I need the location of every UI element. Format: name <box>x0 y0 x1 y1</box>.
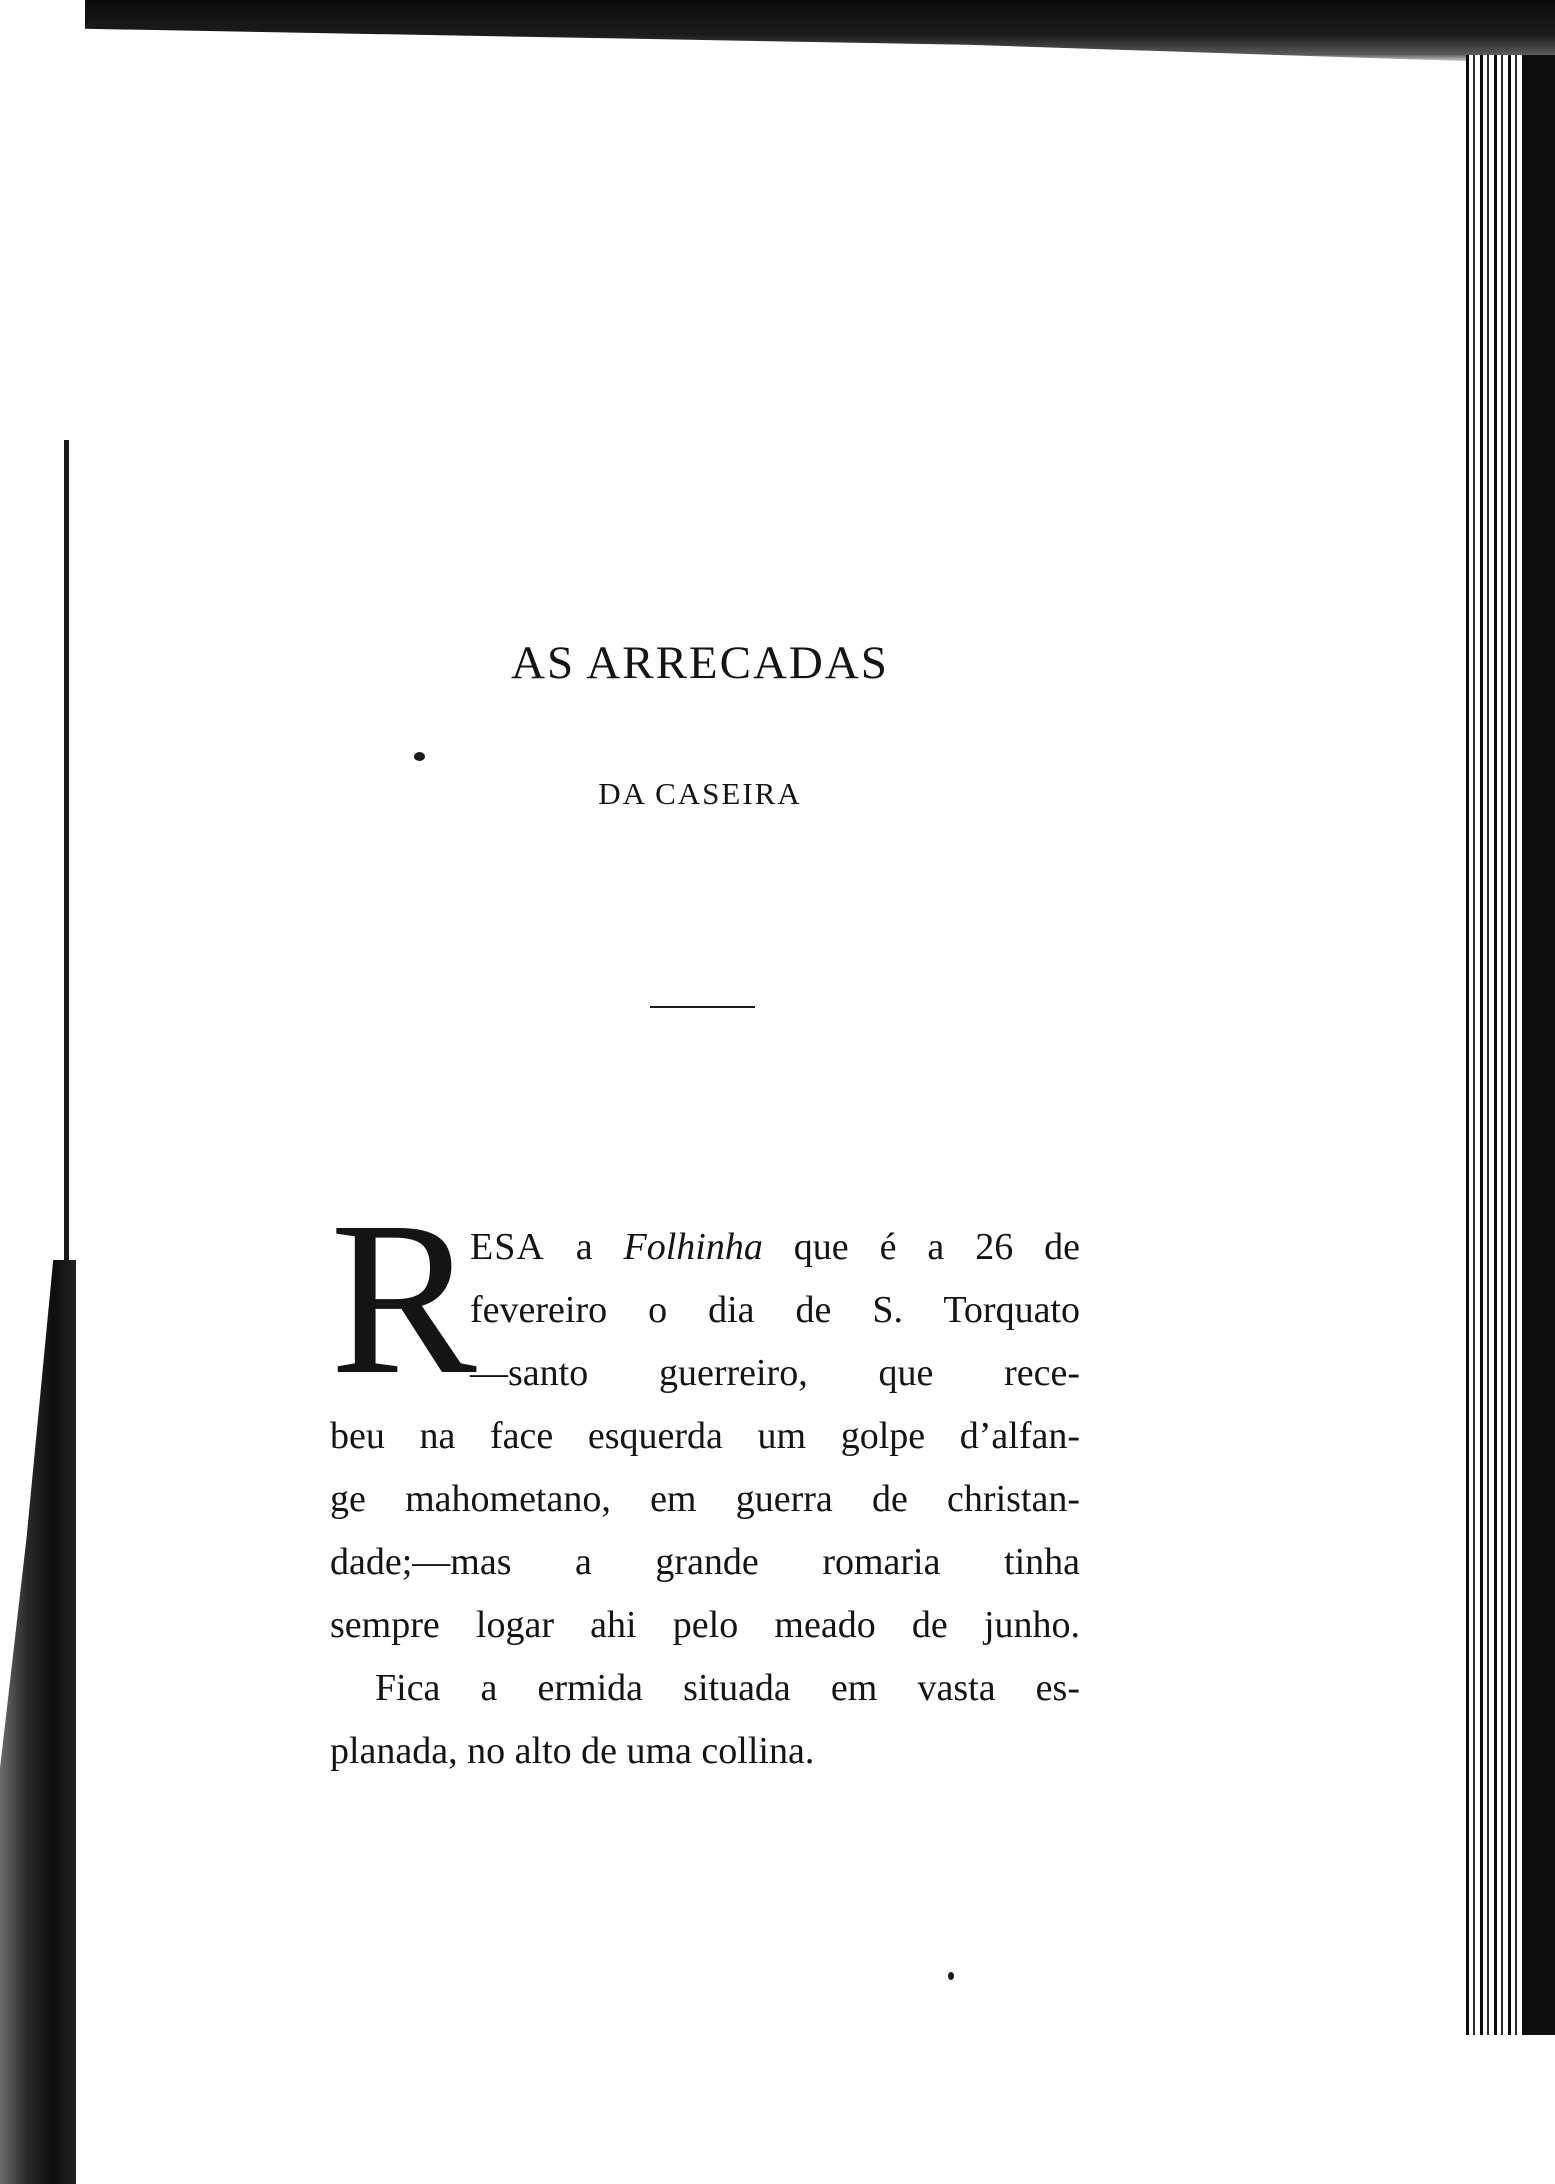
ink-speck <box>948 1972 954 1980</box>
text-fragment: a <box>544 1226 624 1268</box>
opening-word: ESA <box>470 1226 545 1268</box>
text-line-2: fevereiro o dia de S. Torquato <box>470 1289 1080 1331</box>
scan-edge-top <box>85 0 1555 64</box>
page-fore-edge-shadow <box>1525 55 1555 2035</box>
text-line-3: —santo guerreiro, que rece- <box>470 1352 1080 1394</box>
scan-edge-right <box>1466 55 1555 2035</box>
chapter-subtitle: DA CASEIRA <box>598 776 802 811</box>
italic-title: Folhinha <box>623 1226 763 1268</box>
text-line-8: Fica a ermida situada em vasta es- <box>375 1667 1080 1709</box>
page-gutter-shadow <box>0 1260 76 2184</box>
title-divider <box>650 1006 755 1008</box>
text-line-9: planada, no alto de uma collina. <box>330 1730 815 1772</box>
body-text <box>330 1176 1080 1783</box>
text-line-7: sempre logar ahi pelo meado de junho. <box>330 1604 1080 1646</box>
drop-cap: R <box>330 1176 477 1420</box>
text-line-4: beu na face esquerda um golpe d’alfan- <box>330 1415 1080 1457</box>
chapter-title: AS ARRECADAS <box>511 637 889 689</box>
scan-edge-left <box>0 440 76 2184</box>
text-line-1 <box>470 1216 1080 1279</box>
text-line-6: dade;—mas a grande romaria tinha <box>330 1541 1080 1583</box>
text-line-5: ge mahometano, em guerra de christan- <box>330 1478 1080 1520</box>
ink-speck <box>414 752 425 761</box>
text-fragment: que é a 26 de <box>762 1226 1080 1268</box>
